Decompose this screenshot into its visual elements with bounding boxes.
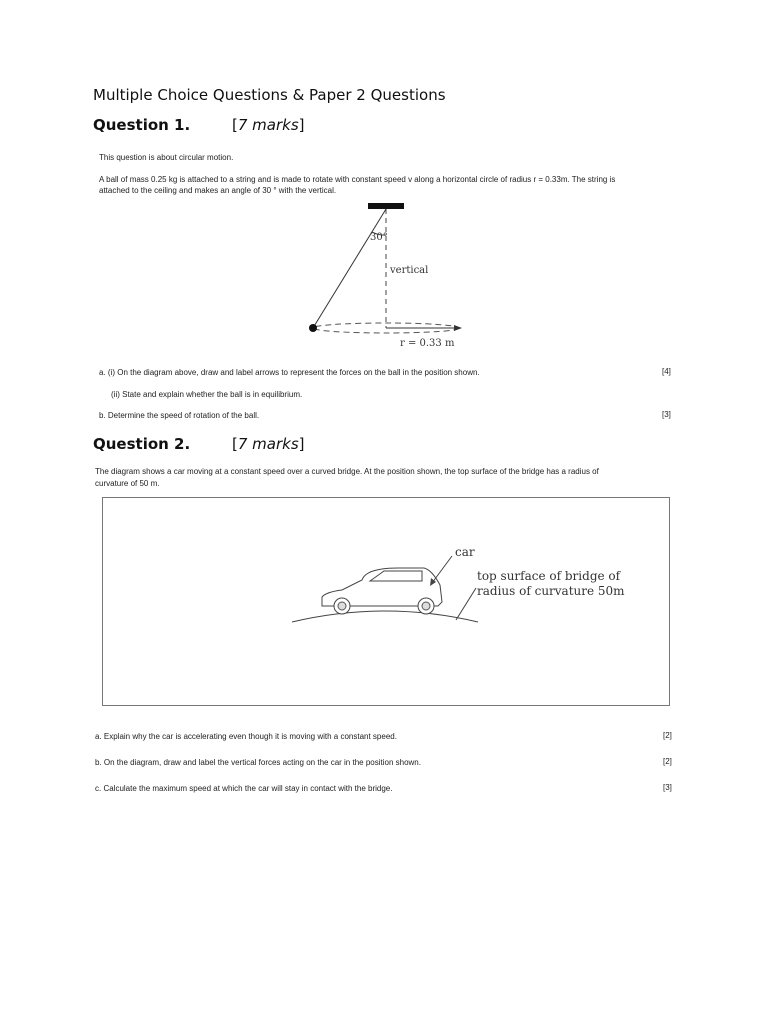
question1-part-a-marks: [4] [662,367,671,376]
question1-part-a-ii: (ii) State and explain whether the ball is in equilibrium. [111,390,303,399]
bridge-label-line2: radius of curvature 50m [477,584,625,598]
rear-hubcap [338,602,346,610]
bridge-surface [292,611,478,622]
question2-part-a-marks: [2] [663,731,672,740]
question2-description-line1: The diagram shows a car moving at a constant speed over a curved bridge. At the position shown, the top surface of the bridge has a radius of [95,467,599,476]
document-title: Multiple Choice Questions & Paper 2 Questions [93,86,446,104]
question1-number: Question 1. [93,116,191,134]
bridge-label-pointer [456,588,476,620]
radius-arrowhead [454,325,462,331]
car-label: car [455,545,475,559]
question1-part-a-i: a. (i) On the diagram above, draw and label arrows to represent the forces on the ball in the position shown. [99,368,480,377]
question2-part-a: a. Explain why the car is accelerating even though it is moving with a constant speed. [95,732,397,741]
question2-part-b-marks: [2] [663,757,672,766]
car-on-bridge-diagram [280,540,640,630]
question2-heading [93,435,305,453]
question2-part-b: b. On the diagram, draw and label the vertical forces acting on the car in the position shown. [95,758,421,767]
question2-marks: [7 marks] [232,435,305,453]
string [313,209,386,328]
vertical-label: vertical [390,265,429,276]
question2-number: Question 2. [93,435,191,453]
question1-heading [93,116,305,134]
question1-marks: [7 marks] [232,116,305,134]
angle-label: 30° [370,232,388,243]
ceiling-support [368,203,404,209]
radius-label: r = 0.33 m [400,338,455,349]
question1-description-line1: A ball of mass 0.25 kg is attached to a string and is made to rotate with constant speed v along a horizontal circle of radius r = 0.33m. The string is [99,175,616,184]
question2-part-c-marks: [3] [663,783,672,792]
question2-part-c: c. Calculate the maximum speed at which the car will stay in contact with the bridge. [95,784,393,793]
question1-description-line2: attached to the ceiling and makes an angle of 30 ° with the vertical. [99,186,337,195]
front-hubcap [422,602,430,610]
question1-part-b: b. Determine the speed of rotation of the ball. [99,411,260,420]
ball [309,324,317,332]
conical-pendulum-diagram [290,198,490,352]
question1-part-b-marks: [3] [662,410,671,419]
question1-intro: This question is about circular motion. [99,153,234,162]
question2-description-line2: curvature of 50 m. [95,479,160,488]
car-label-pointer [432,556,452,583]
bridge-label-line1: top surface of bridge of [477,569,621,583]
